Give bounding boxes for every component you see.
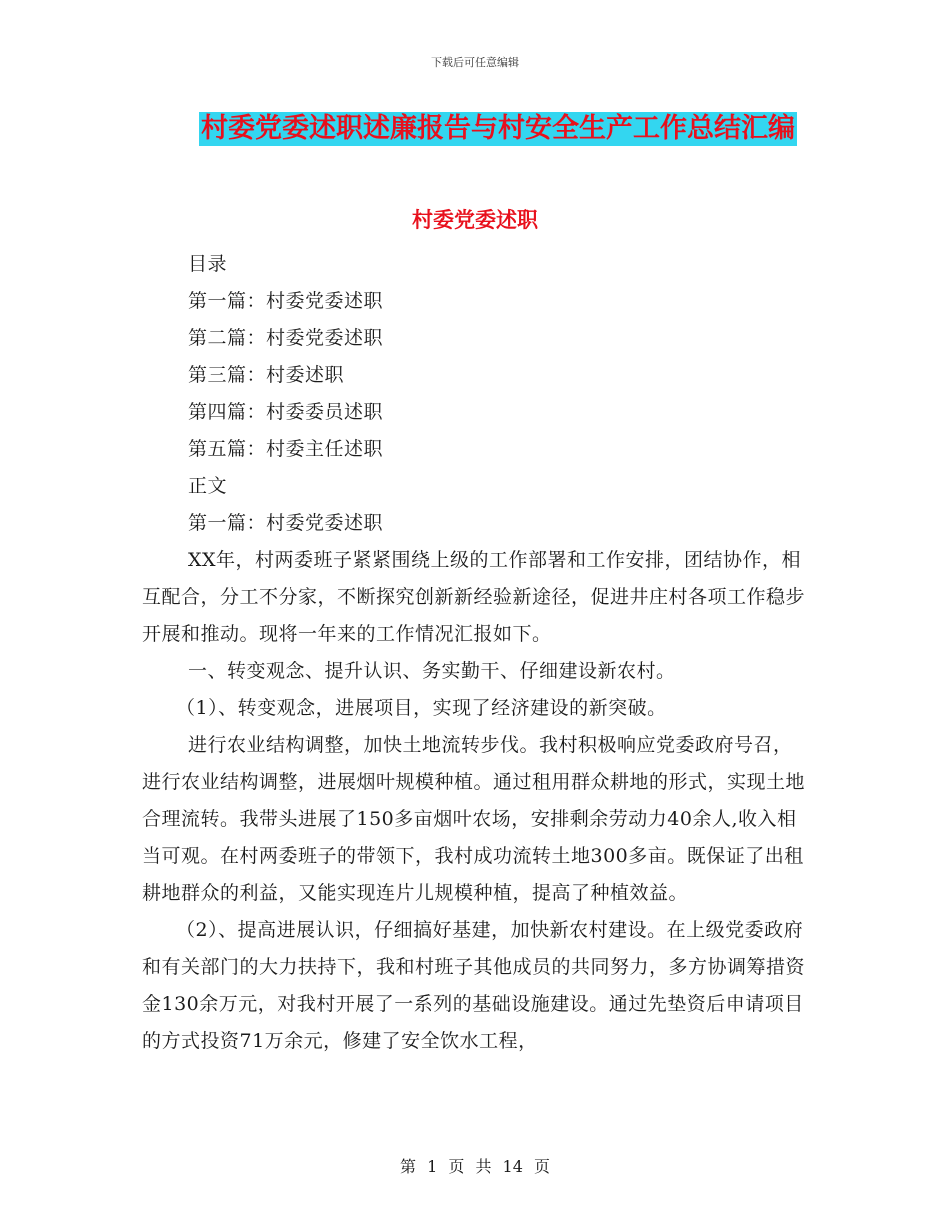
page-header-note: 下载后可任意编辑 (431, 56, 519, 69)
paragraph: 进行农业结构调整，加快土地流转步伐。我村积极响应党委政府号召，进行农业结构调整，进展烟叶规模种植。通过租用群众耕地的形式，实现土地合理流转。我带头进展了150多亩烟叶农场，安排剩余劳动力40余人,收入相当可观。在村两委班子的带领下，我村成功流转土地300多亩。既保证了出租耕地群众的利益，又能实现连片儿规模种植，提高了种植效益。 (142, 734, 806, 904)
toc-item: 第一篇：村委党委述职 (188, 290, 384, 312)
body-heading: 正文 (188, 475, 228, 497)
main-title-container (0, 112, 950, 146)
toc-heading: 目录 (188, 253, 228, 275)
page-number: 第 1 页 共 14 页 (400, 1157, 550, 1176)
paragraph: XX年，村两委班子紧紧围绕上级的工作部署和工作安排，团结协作，相互配合，分工不分家，不断探究创新新经验新途径，促进井庄村各项工作稳步开展和推动。现将一年来的工作情况汇报如下。 (142, 549, 806, 645)
toc-item: 第三篇：村委述职 (188, 364, 345, 386)
section-title: 村委党委述职 (412, 207, 538, 232)
paragraph: 一、转变观念、提升认识、务实勤干、仔细建设新农村。 (188, 660, 676, 682)
toc-item: 第二篇：村委党委述职 (188, 327, 384, 349)
paragraph: （1）、转变观念，进展项目，实现了经济建设的新突破。 (176, 697, 667, 719)
document-main-title: 村委党委述职述廉报告与村安全生产工作总结汇编 (201, 113, 795, 144)
toc-item: 第五篇：村委主任述职 (188, 438, 384, 460)
toc-item: 第四篇：村委委员述职 (188, 401, 384, 423)
paragraph: （2）、提高进展认识，仔细搞好基建，加快新农村建设。在上级党委政府和有关部门的大力扶持下，我和村班子其他成员的共同努力，多方协调筹措资金130余万元，对我村开展了一系列的基础设施建设。通过先垫资后申请项目的方式投资71万余元，修建了安全饮水工程， (142, 919, 806, 1052)
document-body (142, 246, 807, 1060)
chapter-heading: 第一篇：村委党委述职 (188, 512, 384, 534)
